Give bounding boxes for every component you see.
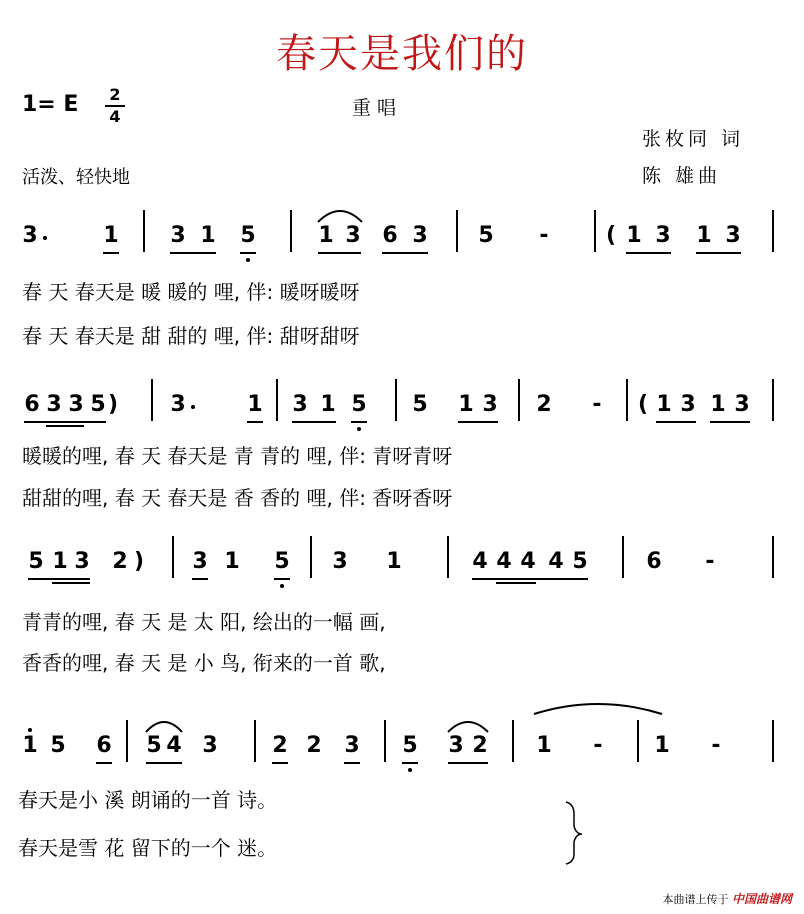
underline: [472, 578, 588, 580]
note: 3: [734, 392, 750, 417]
underline: [696, 252, 741, 254]
note: 3: [344, 733, 360, 758]
lyrics-line-1-verse-2: 春 天 春天是 甜 甜的 哩, 伴: 甜呀甜呀: [22, 324, 360, 348]
composer-credit: 陈 雄曲: [642, 165, 722, 187]
underline: [318, 252, 361, 254]
lower-octave-dot: [357, 427, 361, 431]
underline: [96, 762, 112, 764]
note: 1: [200, 223, 216, 248]
barline: [622, 536, 624, 578]
underline: [458, 421, 498, 423]
note: 3: [46, 392, 62, 417]
underline: [496, 582, 536, 584]
note: 3: [170, 392, 186, 417]
lyrics-line-3-verse-1: 青青的哩, 春 天 是 太 阳, 绘出的一幅 画,: [22, 610, 386, 634]
note: 3: [412, 223, 428, 248]
paren-close: ): [134, 549, 145, 574]
dash: -: [711, 733, 721, 758]
underline: [448, 762, 488, 764]
note: 1: [386, 549, 402, 574]
barline: [254, 720, 256, 762]
barline: [637, 720, 639, 762]
note: 3: [448, 733, 464, 758]
note: 3: [22, 223, 38, 248]
barline: [172, 536, 174, 578]
underline: [402, 762, 418, 764]
lyricist-credit: 张枚同 词: [642, 128, 745, 150]
lyrics-line-2-verse-1: 暖暖的哩, 春 天 春天是 青 青的 哩, 伴: 青呀青呀: [22, 444, 453, 468]
note: 4: [548, 549, 564, 574]
underline: [382, 252, 428, 254]
note: 4: [472, 549, 488, 574]
barline: [512, 720, 514, 762]
underline: [274, 578, 290, 580]
paren-close: ): [108, 392, 119, 417]
performance-mode: 重唱: [352, 97, 403, 119]
note: 6: [24, 392, 40, 417]
underline: [28, 578, 90, 580]
note: 3: [680, 392, 696, 417]
dot-augmentation: [191, 405, 195, 409]
upper-octave-dot: [28, 728, 32, 732]
slur-1: [318, 211, 362, 222]
lower-octave-dot: [408, 768, 412, 772]
underline: [240, 252, 256, 254]
slur-2: [146, 722, 182, 732]
note: 1: [626, 223, 642, 248]
note: 4: [496, 549, 512, 574]
note: 5: [402, 733, 418, 758]
underline: [52, 582, 90, 584]
lower-octave-dot: [246, 258, 250, 262]
note: 5: [351, 392, 367, 417]
note: 1: [22, 733, 38, 758]
note: 5: [28, 549, 44, 574]
note: 5: [146, 733, 162, 758]
note: 1: [710, 392, 726, 417]
underline: [46, 425, 84, 427]
barline: [395, 379, 397, 421]
footer-credit: [662, 890, 792, 907]
note: 4: [520, 549, 536, 574]
note: 3: [68, 392, 84, 417]
note: 3: [482, 392, 498, 417]
note: 6: [382, 223, 398, 248]
lower-octave-dot: [280, 584, 284, 588]
note: 2: [306, 733, 322, 758]
barline: [772, 720, 774, 762]
note: 3: [655, 223, 671, 248]
note: 1: [458, 392, 474, 417]
note: 6: [646, 549, 662, 574]
note: 3: [74, 549, 90, 574]
note: 5: [478, 223, 494, 248]
barline: [151, 379, 153, 421]
time-numerator: 2: [109, 85, 121, 104]
underline: [24, 421, 106, 423]
underline: [272, 762, 288, 764]
underline: [656, 421, 696, 423]
dash: -: [705, 549, 715, 574]
barline: [626, 379, 628, 421]
barline: [290, 210, 292, 252]
note: 1: [52, 549, 68, 574]
lyrics-line-2-verse-2: 甜甜的哩, 春 天 春天是 香 香的 哩, 伴: 香呀香呀: [22, 486, 453, 510]
note: 1: [536, 733, 552, 758]
underline: [344, 762, 360, 764]
note: 2: [536, 392, 552, 417]
tempo-marking: 活泼、轻快地: [22, 167, 130, 188]
dash: -: [593, 733, 603, 758]
underline: [146, 762, 182, 764]
note: 1: [656, 392, 672, 417]
lyrics-line-1-verse-1: 春 天 春天是 暖 暖的 哩, 伴: 暖呀暖呀: [22, 280, 360, 304]
dash: -: [539, 223, 549, 248]
barline: [518, 379, 520, 421]
dot-augmentation: [43, 236, 47, 240]
barline: [276, 379, 278, 421]
note: 1: [247, 392, 263, 417]
barline: [126, 720, 128, 762]
note: 3: [192, 549, 208, 574]
song-title: 春天是我们的: [276, 31, 528, 77]
note: 1: [696, 223, 712, 248]
underline: [247, 421, 263, 423]
underline: [710, 421, 750, 423]
note: 3: [332, 549, 348, 574]
note: 3: [292, 392, 308, 417]
underline: [103, 252, 119, 254]
dash: -: [592, 392, 602, 417]
barline: [772, 536, 774, 578]
tie-1: [534, 704, 662, 714]
note: 1: [103, 223, 119, 248]
note: 3: [725, 223, 741, 248]
underline: [292, 421, 336, 423]
note: 5: [572, 549, 588, 574]
time-denominator: 4: [109, 107, 121, 126]
underline: [170, 252, 216, 254]
slur-3: [448, 722, 488, 732]
footer-brand[interactable]: 中国曲谱网: [731, 892, 792, 906]
key-signature: 1= E: [22, 92, 79, 117]
footer-prefix: 本曲谱上传于: [662, 893, 729, 906]
lyrics-line-4-verse-2: 春天是雪 花 留下的一个 迷。: [18, 836, 278, 860]
barline: [772, 379, 774, 421]
note: 3: [202, 733, 218, 758]
barline: [384, 720, 386, 762]
paren-open: (: [638, 392, 649, 417]
note: 6: [96, 733, 112, 758]
barline: [456, 210, 458, 252]
note: 1: [654, 733, 670, 758]
note: 2: [472, 733, 488, 758]
barline: [310, 536, 312, 578]
note: 3: [345, 223, 361, 248]
note: 5: [50, 733, 66, 758]
underline: [626, 252, 671, 254]
underline: [192, 578, 208, 580]
note: 5: [412, 392, 428, 417]
barline: [594, 210, 596, 252]
note: 2: [112, 549, 128, 574]
underline: [351, 421, 367, 423]
lyrics-line-4-verse-1: 春天是小 溪 朗诵的一首 诗。: [18, 788, 278, 812]
barline: [772, 210, 774, 252]
paren-open: (: [606, 223, 617, 248]
note: 5: [274, 549, 290, 574]
note: 3: [170, 223, 186, 248]
note: 1: [318, 223, 334, 248]
barline: [447, 536, 449, 578]
note: 5: [90, 392, 106, 417]
barline: [143, 210, 145, 252]
lyrics-line-3-verse-2: 香香的哩, 春 天 是 小 鸟, 衔来的一首 歌,: [22, 651, 386, 675]
note: 1: [320, 392, 336, 417]
note: 4: [166, 733, 182, 758]
time-signature: [105, 86, 125, 126]
note: 2: [272, 733, 288, 758]
note: 5: [240, 223, 256, 248]
note: 1: [224, 549, 240, 574]
